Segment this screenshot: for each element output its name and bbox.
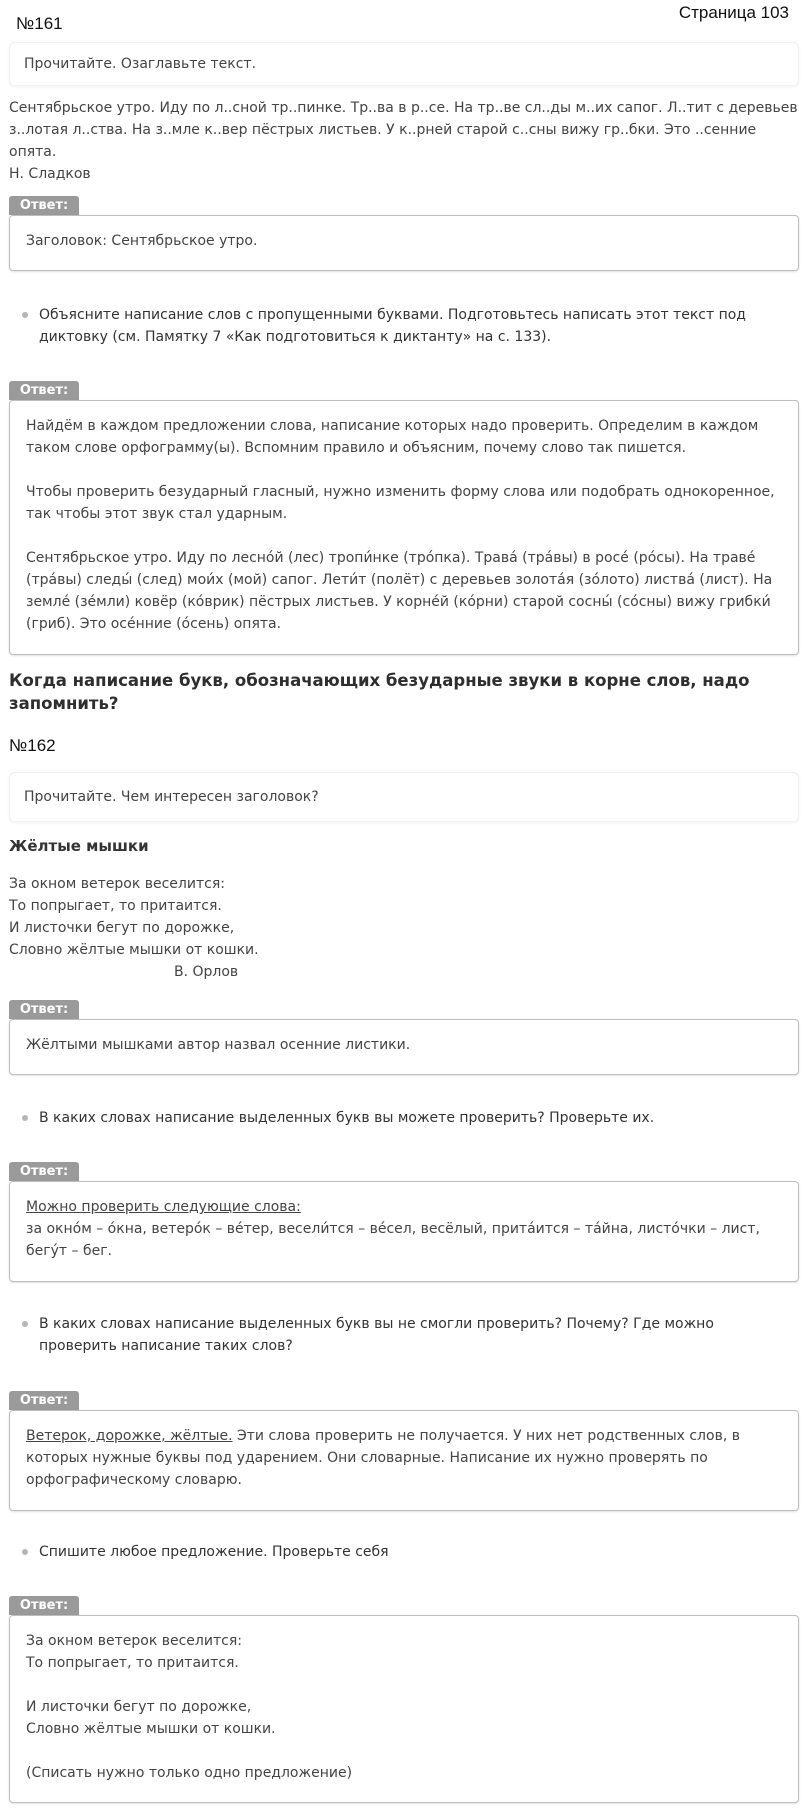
- answer-rest: Эти слова проверить не получается. У них нет родственных слов, в которых нужные буквы под ударением. Они словарные. Написание их нужно проверять по орфографическому словарю.: [26, 1428, 740, 1488]
- answer-note: (Списать нужно только одно предложение): [26, 1765, 353, 1781]
- section-heading: Когда написание букв, обозначающих безударные звуки в корне слов, надо запомнить?: [9, 671, 750, 713]
- bullet-task: [22, 1107, 782, 1129]
- answer-paragraph: Найдём в каждом предложении слова, написание которых надо проверить. Определим в каждом таком слове орфограмму(ы). Вспомним правило и объясним, почему слово так пишется.: [26, 418, 759, 456]
- bullet-dot-icon: [22, 1115, 28, 1121]
- bullet-line: В каких словах написание выделенных букв вы не смогли проверить? Почему? Где можно: [39, 1316, 714, 1332]
- poem-title: Жёлтые мышки: [9, 837, 149, 855]
- task-text: Прочитайте. Чем интересен заголовок?: [24, 789, 319, 805]
- answer-line: бегу́т – бег.: [26, 1243, 112, 1259]
- bullet-dot-icon: [22, 1549, 28, 1555]
- answer-line: за окно́м – о́кна, ветеро́к – ве́тер, весели́тся – ве́сел, весёлый, прита́ится – та́йна, листо́чки – лист,: [26, 1221, 760, 1237]
- text-line: Сентябрьское утро. Иду по л..сной тр..пинке. Тр..ва в р..се. На тр..ве сл..ды м..их сапог. Л..тит с деревьев: [9, 100, 798, 116]
- text-author: Н. Сладков: [9, 166, 91, 182]
- bullet-task: [22, 1541, 782, 1563]
- answer-heading: Можно проверить следующие слова:: [26, 1199, 301, 1215]
- poem-author: В. Орлов: [174, 964, 239, 980]
- answer-label: Ответ:: [9, 1596, 79, 1615]
- exercise-162-task: [9, 772, 799, 822]
- bullet-line: В каких словах написание выделенных букв вы можете проверить? Проверьте их.: [39, 1110, 655, 1126]
- bullet-line: проверить написание таких слов?: [39, 1338, 293, 1354]
- exercise-161-text: [9, 97, 799, 185]
- answer-underlined: Ветерок, дорожке, жёлтые.: [26, 1428, 233, 1444]
- text-line: з..лотая л..ства. На з..мле к..вер пёстрых листьев. У к..рней старой с..сны вижу гр..бки. Это ..сенние опята.: [9, 122, 757, 160]
- answer-box: [9, 1019, 799, 1075]
- answer-label: Ответ:: [9, 1000, 79, 1019]
- answer-line: Словно жёлтые мышки от кошки.: [26, 1721, 276, 1737]
- answer-paragraph: Чтобы проверить безударный гласный, нужно изменить форму слова или подобрать однокоренное, так чтобы этот звук стал ударным.: [26, 484, 775, 522]
- answer-text: Жёлтыми мышками автор назвал осенние листики.: [26, 1037, 411, 1053]
- answer-box: [9, 1615, 799, 1803]
- bullet-task: [22, 304, 782, 348]
- answer-box: [9, 1181, 799, 1282]
- bullet-line: Объясните написание слов с пропущенными буквами. Подготовьтесь написать этот текст под: [39, 307, 746, 323]
- exercise-162-number: №162: [9, 736, 56, 755]
- page-number: Страница 103: [678, 3, 789, 22]
- answer-label: Ответ:: [9, 1391, 79, 1410]
- bullet-line: диктовку (см. Памятку 7 «Как подготовиться к диктанту» на с. 133).: [39, 329, 552, 345]
- bullet-line: Спишите любое предложение. Проверьте себя: [39, 1544, 389, 1560]
- answer-label: Ответ:: [9, 1162, 79, 1181]
- answer-text: Заголовок: Сентябрьское утро.: [26, 233, 258, 249]
- exercise-161-task: [9, 42, 799, 86]
- bullet-task: [22, 1313, 782, 1357]
- answer-text: [26, 1425, 782, 1491]
- task-text: Прочитайте. Озаглавьте текст.: [24, 56, 257, 72]
- poem-line: Словно жёлтые мышки от кошки.: [9, 942, 259, 958]
- exercise-161-number: №161: [16, 14, 63, 33]
- poem-line: За окном ветерок веселится:: [9, 876, 225, 892]
- bullet-dot-icon: [22, 312, 28, 318]
- poem-line: То попрыгает, то притаится.: [9, 898, 222, 914]
- answer-box: [9, 1410, 799, 1511]
- poem: [9, 873, 259, 983]
- poem-line: И листочки бегут по дорожке,: [9, 920, 235, 936]
- answer-box: [9, 215, 799, 271]
- answer-label: Ответ:: [9, 196, 79, 215]
- answer-box: [9, 400, 799, 655]
- answer-line: То попрыгает, то притаится.: [26, 1655, 239, 1671]
- answer-line: За окном ветерок веселится:: [26, 1633, 242, 1649]
- answer-label: Ответ:: [9, 381, 79, 400]
- answer-paragraph: Сентябрьское утро. Иду по лесно́й (лес) тропи́нке (тро́пка). Трава́ (тра́вы) в росе́ (ро́сы). На траве́ (тра́вы) следы́ (след) мои́х (мой) сапог. Лети́т (полёт) с деревьев золота́я (зо́лото) листва́ (лист). На земле́ (зе́мли) ковёр (ко́врик) пёстрых листьев. У корне́й (ко́рни) старой сосны́ (со́сны) вижу грибки́ (гриб). Это осе́нние (о́сень) опята.: [26, 550, 773, 632]
- bullet-dot-icon: [22, 1321, 28, 1327]
- answer-line: И листочки бегут по дорожке,: [26, 1699, 252, 1715]
